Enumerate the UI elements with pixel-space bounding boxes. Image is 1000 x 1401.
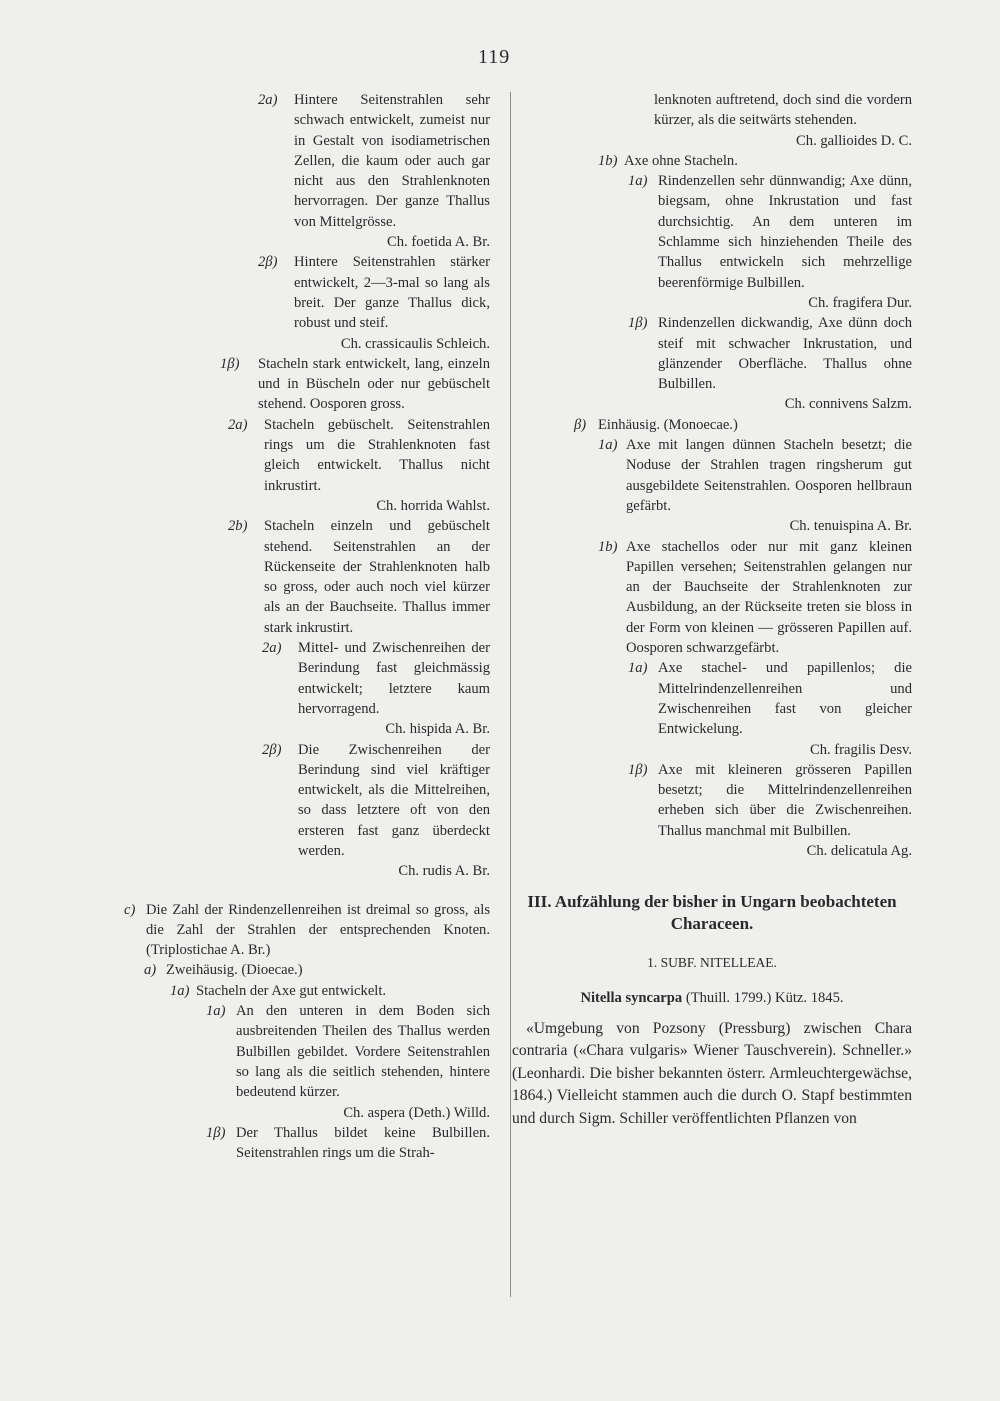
key-entry xyxy=(262,638,490,739)
key-entry xyxy=(628,760,912,861)
left-column xyxy=(120,90,490,1163)
key-label: β) xyxy=(574,416,587,433)
right-column xyxy=(512,90,912,1130)
key-entry xyxy=(124,900,490,961)
section-heading: III. Aufzählung der bisher in Ungarn beobachteten Characeen. xyxy=(527,892,897,934)
key-label: 1a) xyxy=(628,173,648,190)
key-label: 1a) xyxy=(598,437,618,454)
key-text: Axe stachellos oder nur mit ganz kleinen Papillen versehen; Seitenstrahlen gelangen nur an der Bauchseite der Strahlenknoten zur Ausbildung, an der Rückseite treten sie bloss in der Form von kleinen — grösseren Papillen auf. Oosporen schwarzgefärbt. xyxy=(626,538,912,657)
page-number: 119 xyxy=(478,46,511,68)
key-entry xyxy=(628,313,912,414)
species-name: Nitella syncarpa xyxy=(580,989,683,1006)
key-text: Axe stachel- und papillenlos; die Mittelrindenzellenreihen und Zwischenreihen fast von gleicher Entwickelung. xyxy=(658,660,912,738)
key-text: Mittel- und Zwischenreihen der Berindung fast gleichmässig entwickelt; letztere kaum hervorragend. xyxy=(298,640,490,717)
species-citation: Ch. delicatula Ag. xyxy=(806,842,912,859)
key-label: 2a) xyxy=(262,640,282,657)
key-label: 1a) xyxy=(628,660,648,677)
key-entry xyxy=(598,537,912,659)
key-label: 1β) xyxy=(628,761,648,778)
key-entry xyxy=(598,151,912,171)
key-label: 2a) xyxy=(228,416,248,433)
key-label: 2β) xyxy=(258,254,278,271)
key-label: 1b) xyxy=(598,152,618,169)
key-text: Einhäusig. (Monoecae.) xyxy=(598,416,738,433)
key-label: 2β) xyxy=(262,741,282,758)
key-text: Hintere Seitenstrahlen stärker entwickelt, 2—3-mal so lang als breit. Der ganze Thallus dick, robust und steif. xyxy=(294,254,490,332)
key-label: 1a) xyxy=(206,1003,226,1020)
key-entry xyxy=(654,90,912,151)
key-text: Axe ohne Stacheln. xyxy=(624,152,738,169)
key-entry xyxy=(628,658,912,759)
key-text: Der Thallus bildet keine Bulbillen. Seitenstrahlen rings um die Strah- xyxy=(236,1124,490,1162)
key-label: 1a) xyxy=(170,982,190,999)
key-entry xyxy=(574,415,912,435)
species-citation: Ch. foetida A. Br. xyxy=(387,234,490,251)
key-text: Stacheln einzeln und gebüschelt stehend. Seitenstrahlen an der Rückenseite der Strahlenknoten halb so gross, oder auch noch viel kürzer als an der Bauchseite. Thallus immer stark inkrustirt. xyxy=(264,518,490,636)
key-label: 1β) xyxy=(628,315,648,332)
key-text: Stacheln gebüschelt. Seitenstrahlen rings um die Strahlenknoten fast gleich entwickelt. Thallus nicht inkrustirt. xyxy=(264,416,490,494)
species-citation: Ch. tenuispina A. Br. xyxy=(789,518,912,535)
key-entry xyxy=(228,516,490,638)
key-entry xyxy=(262,740,490,882)
key-entry xyxy=(228,415,490,516)
species-authority: (Thuill. 1799.) Kütz. 1845. xyxy=(685,989,844,1006)
species-citation: Ch. crassicaulis Schleich. xyxy=(340,335,490,352)
body-paragraph: «Umgebung von Pozsony (Pressburg) zwischen Chara contraria («Chara vulgaris» Wiener Tauschverein). Schneller.» (Leonhardi. Die bisher bekannten österr. Armleuchtergewächse, 1864.) Vielleicht stammen auch die durch O. Stapf bestimmten und durch Sigm. Schiller veröffentlichten Pflanzen von xyxy=(512,1019,912,1127)
species-citation: Ch. aspera (Deth.) Willd. xyxy=(343,1104,490,1121)
species-heading xyxy=(512,988,912,1008)
species-citation: Ch. horrida Wahlst. xyxy=(376,497,490,514)
key-text: Die Zahl der Rindenzellenreihen ist dreimal so gross, als die Zahl der Strahlen der entsprechenden Knoten. (Triplostichae A. Br.) xyxy=(146,901,490,959)
key-label: 1β) xyxy=(220,355,240,372)
species-citation: Ch. fragifera Dur. xyxy=(808,294,912,311)
key-text: Zweihäusig. (Dioecae.) xyxy=(166,962,303,979)
key-label: 1β) xyxy=(206,1124,226,1141)
species-citation: Ch. connivens Salzm. xyxy=(784,396,912,413)
key-text: An den unteren in dem Boden sich ausbreitenden Theilen des Thallus werden Bulbillen gebildet. Vordere Seitenstrahlen so lang als die seitlich stehenden, hintere bedeutend kürzer. xyxy=(236,1003,490,1101)
key-entry xyxy=(258,252,490,353)
species-citation: Ch. hispida A. Br. xyxy=(385,721,490,738)
key-entry xyxy=(206,1001,490,1123)
key-entry xyxy=(206,1123,490,1164)
key-entry xyxy=(170,981,490,1001)
key-text: Axe mit langen dünnen Stacheln besetzt; die Noduse der Strahlen tragen ringsherum gut ausgebildete Seitenstrahlen. Oosporen hellbraun gefärbt. xyxy=(626,437,912,514)
key-entry xyxy=(144,960,490,980)
species-citation: Ch. rudis A. Br. xyxy=(398,863,490,880)
key-label: 1b) xyxy=(598,538,618,555)
key-label: a) xyxy=(144,962,157,979)
species-citation: Ch. gallioides D. C. xyxy=(796,132,912,149)
key-text: Die Zwischenreihen der Berindung sind viel kräftiger entwickelt, als die Mittelreihen, so dass letztere oft von den ersteren fast ganz überdeckt werden. xyxy=(298,741,490,859)
key-label: c) xyxy=(124,901,136,918)
key-entry xyxy=(220,354,490,415)
key-entry xyxy=(628,171,912,313)
key-text: Rindenzellen dickwandig, Axe dünn doch steif mit schwacher Inkrustation, und glänzender Oberfläche. Thallus ohne Bulbillen. xyxy=(658,315,912,393)
column-divider xyxy=(510,92,511,1297)
key-text: Stacheln der Axe gut entwickelt. xyxy=(196,982,387,999)
key-text: Hintere Seitenstrahlen sehr schwach entwickelt, zumeist nur in Gestalt von isodiametrischen Zellen, die kaum oder auch gar nicht aus den Strahlenknoten hervorragen. Der ganze Thallus von Mittelgrösse. xyxy=(294,92,490,230)
species-citation: Ch. fragilis Desv. xyxy=(809,741,912,758)
key-text: Stacheln stark entwickelt, lang, einzeln und in Büscheln oder nur gebüschelt stehend. Oosporen gross. xyxy=(258,355,490,413)
key-label: 2b) xyxy=(228,518,248,535)
key-entry xyxy=(258,90,490,252)
key-entry xyxy=(598,435,912,536)
subfamily-heading: 1. SUBF. NITELLEAE. xyxy=(647,955,777,971)
key-text: Axe mit kleineren grösseren Papillen besetzt; die Mittelrindenzellenreihen erheben sich über die Zwischenreihen. Thallus manchmal mit Bulbillen. xyxy=(658,761,912,839)
key-text: Rindenzellen sehr dünnwandig; Axe dünn, biegsam, ohne Inkrustation und fast durchsichtig. An dem unteren im Schlamme sich hinziehenden Theile des Thallus entwickeln sich mehrzellige beerenförmige Bulbillen. xyxy=(658,173,912,291)
key-label: 2a) xyxy=(258,92,278,108)
key-text: lenknoten auftretend, doch sind die vordern kürzer, als die seitwärts stehenden. xyxy=(654,92,912,129)
